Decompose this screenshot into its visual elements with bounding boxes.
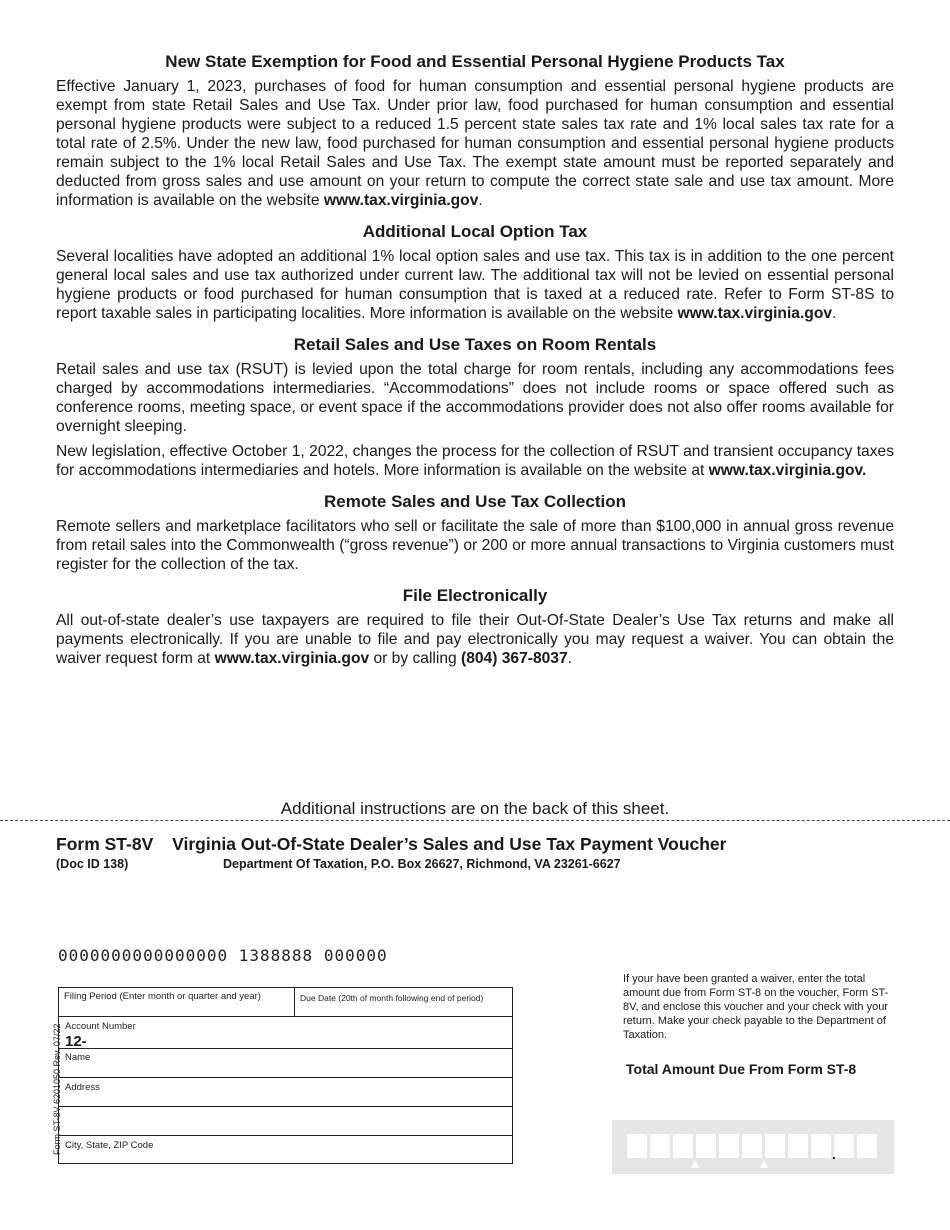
amount-digit-cell[interactable] [742,1134,762,1158]
address-field[interactable] [59,1078,512,1107]
section-heading: File Electronically [402,586,548,605]
form-id: Form ST-8V [56,834,154,854]
city-state-zip-field[interactable] [59,1136,512,1165]
website-link: www.tax.virginia.gov [677,305,833,322]
section-paragraph [56,360,894,436]
amount-digit-cell[interactable] [650,1134,670,1158]
section-paragraph [56,247,894,323]
filing-period-row [59,988,512,1017]
decimal-point: . [832,1146,836,1162]
thousands-marker [691,1160,699,1168]
thousands-marker [760,1160,768,1168]
voucher-form [58,987,513,1164]
section-heading: Remote Sales and Use Tax Collection [324,492,626,511]
instruction-section [56,335,894,480]
address-label: Address [65,1082,100,1093]
city-state-zip-label: City, State, ZIP Code [65,1140,154,1151]
paragraph-text: Effective January 1, 2023, purchases of food for human consumption and essential personal hygiene products are exempt from state Retail Sales and Use Tax. Under prior law, food purchased for human consumption and essential personal hygiene products were subject to a reduced 1.5 percent state sales tax rate and 1% local sales tax rate for a total rate of 2.5%. Under the new law, food purchased for human consumption and essential personal hygiene products remain subject to the 1% local Retail Sales and Use Tax. The exempt state amount must be reported separately and deducted from gross sales and use amount on your return to compute the correct state sale and use tax amount. More information is available on the website [56,78,894,209]
form-name: Virginia Out-Of-State Dealer’s Sales and Use Tax Payment Voucher [172,834,727,854]
amount-digit-cell[interactable] [627,1134,647,1158]
paragraph-text: . [478,192,483,209]
website-link: www.tax.virginia.gov. [708,462,867,479]
section-paragraph [56,611,894,668]
paragraph-text: . [832,305,837,322]
paragraph-text: Remote sellers and marketplace facilitators who sell or facilitate the sale of more than $100,000 in annual gross revenue from retail sales into the Commonwealth (“gross revenue”) or 200 or more annual transactions to Virginia customers must register for the collection of the tax. [56,518,894,573]
section-paragraph [56,77,894,210]
name-label: Name [65,1052,91,1063]
account-number-value: 12- [65,1033,87,1050]
account-number-label: Account Number [65,1021,136,1032]
section-heading: New State Exemption for Food and Essential Personal Hygiene Products Tax [165,52,785,71]
filing-period-label: Filing Period (Enter month or quarter and year) [64,991,261,1002]
amount-digit-cell[interactable] [811,1134,831,1158]
department-address: Department Of Taxation, P.O. Box 26627, Richmond, VA 23261-6627 [223,857,621,871]
row-divider [294,988,295,1017]
voucher-title [56,834,740,855]
section-paragraph [56,442,894,480]
instruction-section [56,492,894,574]
website-link: www.tax.virginia.gov [214,650,370,667]
amount-digit-cell[interactable] [673,1134,693,1158]
total-amount-label: Total Amount Due From Form ST-8 [626,1061,857,1077]
instruction-sections [56,52,894,668]
instruction-section [56,52,894,210]
paragraph-text: . [567,650,572,667]
website-link: (804) 367-8037 [461,650,568,667]
section-heading: Retail Sales and Use Taxes on Room Rentals [293,335,657,354]
amount-digit-cell[interactable] [719,1134,739,1158]
waiver-instructions: If your have been granted a waiver, enter the total amount due from Form ST-8 on the voucher, Form ST-8V, and enclose this voucher and your check with your return. Make your check payable to the Department of Taxation. [623,973,889,1041]
scan-line: 0000000000000000 1388888 000000 [58,946,388,965]
paragraph-text: New legislation, effective October 1, 2022, changes the process for the collection of RSUT and transient occupancy taxes for accommodations intermediaries and hotels. More information is available on the website at [56,443,894,479]
amount-cents-cell[interactable] [834,1134,854,1158]
due-date-label: Due Date (20th of month following end of period) [300,993,484,1003]
amount-cents-cell[interactable] [857,1134,877,1158]
doc-id: (Doc ID 138) [56,857,129,871]
tear-off-line [0,820,950,821]
amount-digit-cell[interactable] [788,1134,808,1158]
paragraph-text: Several localities have adopted an additional 1% local option sales and use tax. This tax is in addition to the one percent general local sales and use tax authorized under current law. The additional tax will not be levied on essential personal hygiene products or food purchased for human consumption that is taxed at a reduced rate. Refer to Form ST-8S to report taxable sales in participating localities. More information is available on the website [56,248,894,322]
amount-digit-cell[interactable] [696,1134,716,1158]
instruction-section [56,586,894,668]
paragraph-text: All out-of-state dealer’s use taxpayers are required to file their Out-Of-State Dealer’s Use Tax returns and make all payments electronically. If you are unable to file and pay electronically you may request a waiver. You can obtain the waiver request form at [56,612,894,667]
additional-instructions-note: Additional instructions are on the back of this sheet. [280,799,670,818]
amount-digit-cell[interactable] [765,1134,785,1158]
instruction-section [56,222,894,323]
total-amount-entry[interactable] [612,1120,894,1174]
account-number-field[interactable] [59,1017,512,1049]
address-line-2-field[interactable] [59,1107,512,1136]
paragraph-text: or by calling [369,650,462,667]
instructions-content [56,52,894,680]
paragraph-text: Retail sales and use tax (RSUT) is levied upon the total charge for room rentals, including any accommodations fees charged by accommodations intermediaries. “Accommodations” does not include rooms or space offered such as conference rooms, meeting space, or event space if the accommodations provider does not also offer rooms available for overnight sleeping. [56,361,894,435]
form-revision: Form ST-8V 6201050 Rev. 07/22 [52,1023,62,1155]
section-paragraph [56,517,894,574]
website-link: www.tax.virginia.gov [323,192,479,209]
name-field[interactable] [59,1049,512,1078]
section-heading: Additional Local Option Tax [362,222,588,241]
